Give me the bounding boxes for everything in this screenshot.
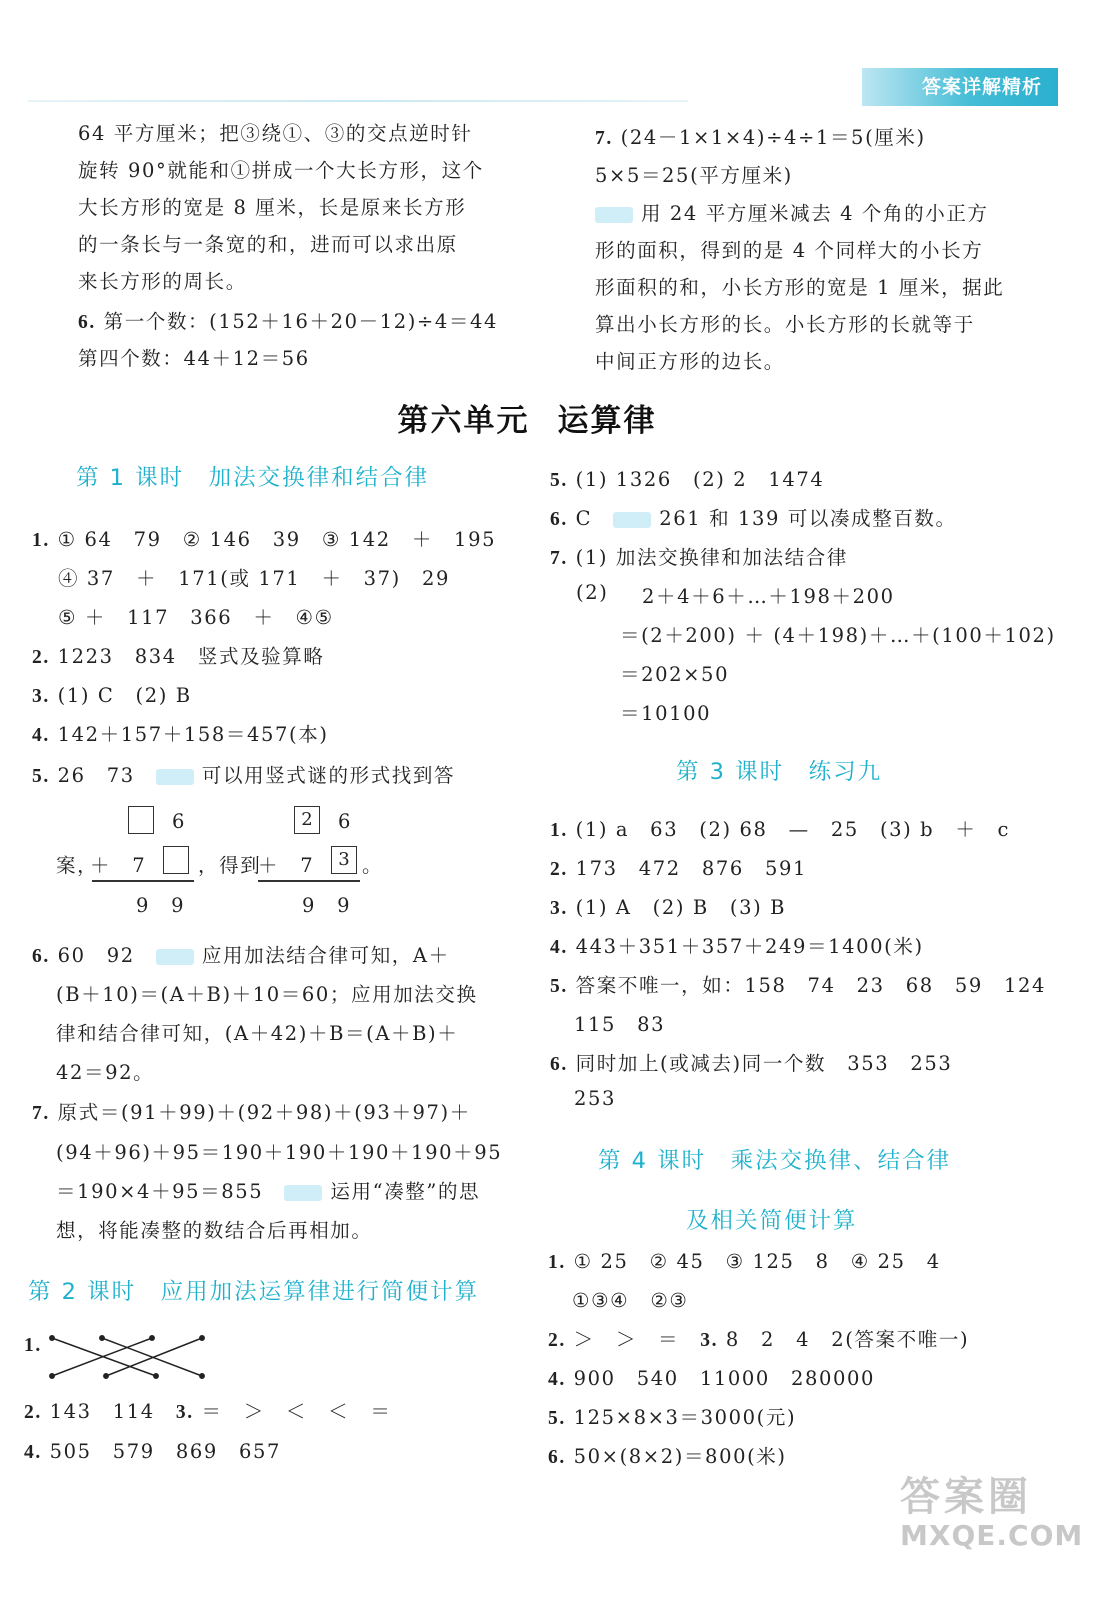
question-number: 3. (700, 1330, 719, 1351)
answer-text: (1) 加法交换律和加法结合律 (575, 546, 848, 569)
text-line: 案， (56, 854, 99, 877)
answer-item (548, 1363, 875, 1391)
text-line: 律和结合律可知，(A＋42)＋B＝(A＋B)＋ (56, 1022, 459, 1045)
puzzle-digit: 6 (338, 810, 353, 833)
text-line: ＝(2＋200) ＋ (4＋198)＋…＋(100＋102) (620, 624, 1056, 647)
puzzle-blank-box (163, 846, 189, 874)
answer-text: (1) a 63 (2) 68 — 25 (3) b ＋ c (575, 818, 1011, 841)
lesson-heading (76, 460, 429, 492)
text-line: 42＝92。 (56, 1061, 155, 1084)
question-number: 6. (550, 509, 568, 530)
lesson-number: 第 3 课时 (676, 759, 785, 785)
lesson-number: 第 1 课时 (76, 465, 185, 491)
answer-item (550, 892, 786, 920)
answer-text: 60 92 (57, 944, 135, 967)
answer-text: (1) C (2) B (57, 684, 192, 707)
answer-item (32, 680, 192, 708)
unit-number: 第六单元 (397, 403, 530, 439)
hint-tag-icon (613, 512, 651, 528)
answer-text: 第一个数：(152＋16＋20－12)÷4＝44 (103, 310, 498, 333)
hint-tag-icon (156, 949, 194, 965)
lesson-title: 练习九 (808, 759, 883, 785)
question-number: 7. (32, 1103, 50, 1124)
answer-text: 173 472 876 591 (575, 857, 808, 880)
answer-text: (1) 1326 (2) 2 1474 (575, 468, 825, 491)
question-number: 3. (550, 898, 568, 919)
answer-text: ＝190×4＋95＝855 (56, 1180, 264, 1203)
question-number: 5. (550, 470, 568, 491)
hint-text: 可以用竖式谜的形式找到答 (201, 764, 456, 787)
matching-lines-diagram (46, 1330, 211, 1382)
question-number: 1. (32, 530, 50, 551)
question-number: 2. (32, 647, 50, 668)
answer-item (550, 503, 957, 531)
unit-name: 运算律 (557, 403, 657, 439)
text-line: ①③④ ②③ (572, 1289, 689, 1312)
puzzle-sum: 9 9 (136, 894, 186, 917)
question-number: 5. (32, 766, 50, 787)
answer-item (548, 1324, 969, 1352)
text-line: 第四个数：44＋12＝56 (78, 347, 310, 370)
hint-text: 运用“凑整”的思 (330, 1180, 481, 1203)
lesson-title: 乘法交换律、结合律 (730, 1148, 952, 1174)
puzzle-addend: ＋ 7 (258, 854, 315, 877)
header-rule (28, 100, 688, 102)
answer-item (548, 1441, 787, 1469)
answer-text: 143 114 (49, 1400, 155, 1423)
hint-tag-icon (595, 207, 633, 223)
text-line: ④ 37 ＋ 171(或 171 ＋ 37) 29 (58, 567, 450, 590)
text-line: 115 83 (574, 1013, 666, 1036)
hint-tag-icon (284, 1185, 322, 1201)
question-number: 2. (550, 859, 568, 880)
hint-text: 261 和 139 可以凑成整百数。 (659, 507, 957, 530)
question-number: 5. (550, 976, 568, 997)
answer-item (32, 719, 329, 747)
lesson-heading (598, 1143, 951, 1175)
question-number: 7. (595, 128, 613, 149)
question-number: 3. (175, 1402, 194, 1423)
answer-text: 900 540 11000 280000 (573, 1367, 876, 1390)
answer-text: 1223 834 竖式及验算略 (57, 645, 325, 668)
text-line: 形的面积，得到的是 4 个同样大的小长方 (595, 239, 984, 262)
answer-item (32, 1097, 471, 1125)
answer-item (550, 542, 848, 570)
answer-text: 505 579 869 657 (49, 1440, 282, 1463)
question-number: 6. (550, 1054, 568, 1075)
hint-text: 应用加法结合律可知，A＋ (201, 944, 450, 967)
puzzle-blank-box (128, 806, 154, 834)
text-line: 旋转 90°就能和①拼成一个大长方形，这个 (78, 159, 484, 182)
answer-item (78, 306, 498, 334)
answer-item (595, 122, 926, 150)
puzzle-filled-box: 3 (331, 846, 357, 874)
unit-title (0, 395, 1054, 440)
question-number: 3. (32, 686, 50, 707)
question-number: 6. (548, 1447, 566, 1468)
answer-item (550, 931, 924, 959)
watermark-logo: 答案圈 MXQE.COM (900, 1474, 1084, 1552)
section-tab: 答案详解精析 (862, 68, 1058, 106)
answer-item (32, 524, 496, 552)
lesson-title: 加法交换律和结合律 (208, 465, 430, 491)
answer-text: ＞ ＞ ＝ (573, 1328, 680, 1351)
puzzle-digit: 6 (172, 810, 187, 833)
answer-text: ① 64 79 ② 146 39 ③ 142 ＋ 195 (57, 528, 497, 551)
answer-item (24, 1396, 391, 1424)
answer-item (32, 641, 325, 669)
text-line: 的一条长与一条宽的和，进而可以求出原 (78, 233, 458, 256)
text-line: 5×5＝25(平方厘米) (595, 164, 793, 187)
text-line: (94＋96)＋95＝190＋190＋190＋190＋95 (56, 1141, 503, 1164)
lesson-heading (676, 754, 882, 786)
question-number: 4. (32, 725, 50, 746)
hint-line (595, 198, 989, 226)
lesson-heading (28, 1274, 479, 1306)
answer-item (548, 1246, 941, 1274)
answer-item (550, 853, 807, 881)
text-line: 中间正方形的边长。 (595, 350, 785, 373)
answer-text: (24－1×1×4)÷4÷1＝5(厘米) (620, 126, 926, 149)
question-number: 6. (78, 312, 96, 333)
text-line: 大长方形的宽是 8 厘米，长是原来长方形 (78, 196, 467, 219)
answer-text: 原式＝(91＋99)＋(92＋98)＋(93＋97)＋ (57, 1101, 471, 1124)
answer-text: 答案不唯一，如：158 74 23 68 59 124 (575, 974, 1047, 997)
text-line: 253 (574, 1087, 617, 1110)
answer-item (548, 1402, 796, 1430)
lesson-title: 应用加法运算律进行简便计算 (160, 1279, 480, 1305)
question-number: 1. (24, 1335, 42, 1356)
question-number: 1. (550, 820, 568, 841)
puzzle-addend: ＋ 7 (90, 854, 147, 877)
question-number: 2. (548, 1330, 566, 1351)
puzzle-rule (258, 880, 360, 882)
answer-text: 125×8×3＝3000(元) (573, 1406, 797, 1429)
text-line: ⑤ ＋ 117 366 ＋ ④⑤ (58, 606, 334, 629)
hint-tag-icon (156, 769, 194, 785)
answer-item (32, 760, 455, 788)
text-line: 想，将能凑整的数结合后再相加。 (56, 1219, 373, 1242)
answer-item (550, 970, 1046, 998)
lesson-number: 第 2 课时 (28, 1279, 137, 1305)
answer-item (550, 814, 1010, 842)
question-number: 6. (32, 946, 50, 967)
puzzle-rule (92, 880, 194, 882)
text-line: (2) (576, 581, 609, 604)
text-line: 2＋4＋6＋…＋198＋200 (642, 585, 895, 608)
question-number: 4. (24, 1442, 42, 1463)
puzzle-sum: 9 9 (302, 894, 352, 917)
text-line: 算出小长方形的长。小长方形的长就等于 (595, 313, 975, 336)
text-line: 。 (362, 854, 384, 877)
answer-text: (1) A (2) B (3) B (575, 896, 787, 919)
text-line: ＝202×50 (620, 663, 730, 686)
hint-line (56, 1176, 480, 1204)
answer-text: 26 73 (57, 764, 135, 787)
text-line: 形面积的和，小长方形的宽是 1 厘米，据此 (595, 276, 1005, 299)
answer-text: 142＋157＋158＝457(本) (57, 723, 329, 746)
answer-text: ＝ ＞ ＜ ＜ ＝ (201, 1400, 392, 1423)
answer-text: 443＋351＋357＋249＝1400(米) (575, 935, 924, 958)
text-line: (B＋10)＝(A＋B)＋10＝60；应用加法交换 (56, 983, 478, 1006)
answer-text: 同时加上(或减去)同一个数 353 253 (575, 1052, 953, 1075)
answer-text: 8 2 4 2(答案不唯一) (725, 1328, 970, 1351)
answer-text: 50×(8×2)＝800(米) (573, 1445, 787, 1468)
answer-item (24, 1436, 281, 1464)
text-line: ＝10100 (620, 702, 712, 725)
puzzle-filled-box: 2 (294, 806, 320, 834)
question-number: 2. (24, 1402, 42, 1423)
answer-text: C (575, 507, 593, 530)
lesson-number: 第 4 课时 (598, 1148, 707, 1174)
lesson-title-cont: 及相关简便计算 (686, 1208, 858, 1234)
question-number: 7. (550, 548, 568, 569)
text-line: 64 平方厘米；把③绕①、③的交点逆时针 (78, 122, 473, 145)
question-number: 1. (548, 1252, 566, 1273)
question-number: 4. (548, 1369, 566, 1390)
answer-item (550, 1048, 952, 1076)
answer-text: ① 25 ② 45 ③ 125 8 ④ 25 4 (573, 1250, 941, 1273)
answer-item (550, 464, 824, 492)
question-number: 4. (550, 937, 568, 958)
hint-text: 用 24 平方厘米减去 4 个角的小正方 (641, 202, 989, 225)
question-number: 5. (548, 1408, 566, 1429)
answer-item (32, 940, 450, 968)
text-line: 来长方形的周长。 (78, 270, 247, 293)
text-line: ，得到 (198, 854, 262, 877)
